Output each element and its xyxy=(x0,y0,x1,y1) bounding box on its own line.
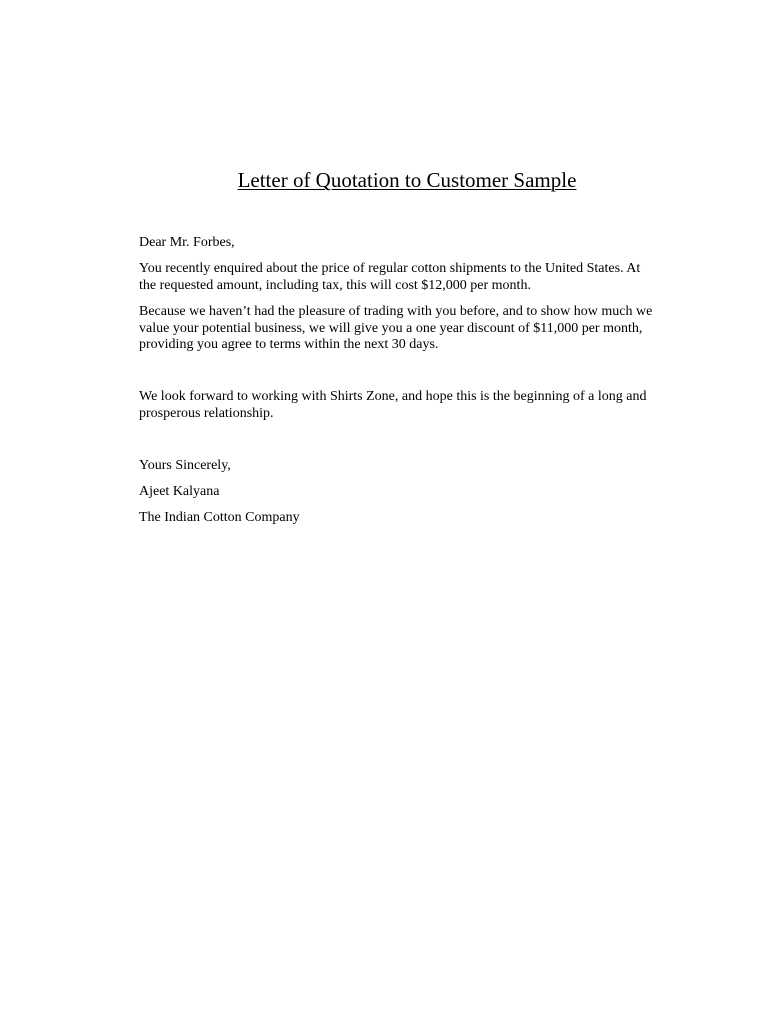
letter-title xyxy=(0,167,768,193)
paragraph-discount-offer: Because we haven’t had the pleasure of trading with you before, and to show how much we value your potential business, we will give you a one year discount of $11,000 per month, providing you agree to terms within the next 30 days. xyxy=(139,304,653,352)
complimentary-close: Yours Sincerely, xyxy=(139,458,231,473)
signer-name: Ajeet Kalyana xyxy=(139,484,220,499)
salutation: Dear Mr. Forbes, xyxy=(139,235,235,250)
company-name: The Indian Cotton Company xyxy=(139,510,300,525)
paragraph-price-quote: You recently enquired about the price of regular cotton shipments to the United States. At the requested amount, including tax, this will cost $12,000 per month. xyxy=(139,261,641,293)
paragraph-closing-remarks: We look forward to working with Shirts Zone, and hope this is the beginning of a long and prosperous relationship. xyxy=(139,389,647,421)
letter-title-text: Letter of Quotation to Customer Sample xyxy=(237,168,577,192)
